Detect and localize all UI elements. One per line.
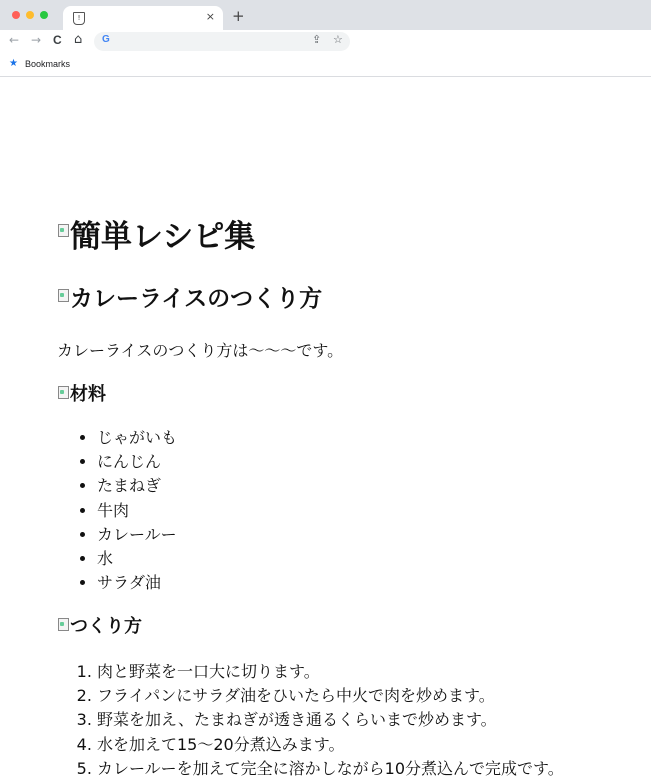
browser-toolbar [0, 30, 651, 54]
close-tab-icon[interactable]: × [205, 10, 215, 23]
broken-image-icon [57, 288, 70, 303]
window-controls [12, 11, 48, 19]
broken-image-icon [57, 617, 70, 632]
browser-tab[interactable] [63, 6, 223, 30]
tab-strip [0, 0, 651, 30]
broken-image-icon [57, 223, 70, 238]
steps-heading-text: つくり方 [70, 616, 142, 637]
bookmarks-star-icon: ★ [9, 58, 18, 69]
recipe-title-text: カレーライスのつくり方 [70, 286, 323, 312]
forward-arrow-icon[interactable]: → [31, 33, 42, 47]
list-item: 5. カレールーを加えて完全に溶かしながら10分煮込んで完成です。 [97, 757, 564, 781]
bookmarks-folder[interactable]: Bookmarks [25, 59, 71, 69]
new-tab-button[interactable]: + [232, 7, 245, 25]
list-item: • 水 [97, 547, 177, 571]
list-item: • じゃがいも [97, 426, 177, 450]
share-icon[interactable]: ⇪ [312, 33, 322, 46]
maximize-window-button[interactable] [40, 11, 48, 19]
recipe-intro: カレーライスのつくり方は〜〜〜です。 [57, 341, 344, 360]
back-arrow-icon[interactable]: ← [9, 33, 20, 47]
ingredients-heading-text: 材料 [70, 384, 106, 405]
steps-heading [57, 615, 142, 639]
list-item: 1. 肉と野菜を一口大に切ります。 [97, 660, 564, 684]
page-favicon-icon: ! [73, 12, 85, 25]
reload-icon[interactable]: C [53, 33, 62, 47]
close-window-button[interactable] [12, 11, 20, 19]
list-item: 3. 野菜を加え、たまねぎが透き通るくらいまで炒めます。 [97, 708, 564, 732]
list-item: • たまねぎ [97, 474, 177, 498]
list-item: 2. フライパンにサラダ油をひいたら中火で肉を炒めます。 [97, 684, 564, 708]
page-title-text: 簡単レシピ集 [70, 219, 256, 255]
ingredients-list [57, 426, 177, 595]
steps-list [57, 660, 564, 781]
home-icon[interactable]: ⌂ [74, 32, 83, 47]
bookmark-star-icon[interactable]: ☆ [333, 33, 343, 46]
bookmarks-bar [0, 54, 651, 77]
list-item: • サラダ油 [97, 571, 177, 595]
list-item: 4. 水を加えて15〜20分煮込みます。 [97, 733, 564, 757]
ingredients-heading [57, 383, 106, 407]
broken-image-icon [57, 385, 70, 400]
google-icon: G [102, 34, 110, 45]
list-item: • 牛肉 [97, 499, 177, 523]
minimize-window-button[interactable] [26, 11, 34, 19]
address-bar[interactable] [94, 32, 350, 51]
recipe-title [57, 284, 322, 314]
list-item: • カレールー [97, 523, 177, 547]
page-title [57, 219, 255, 255]
list-item: • にんじん [97, 450, 177, 474]
